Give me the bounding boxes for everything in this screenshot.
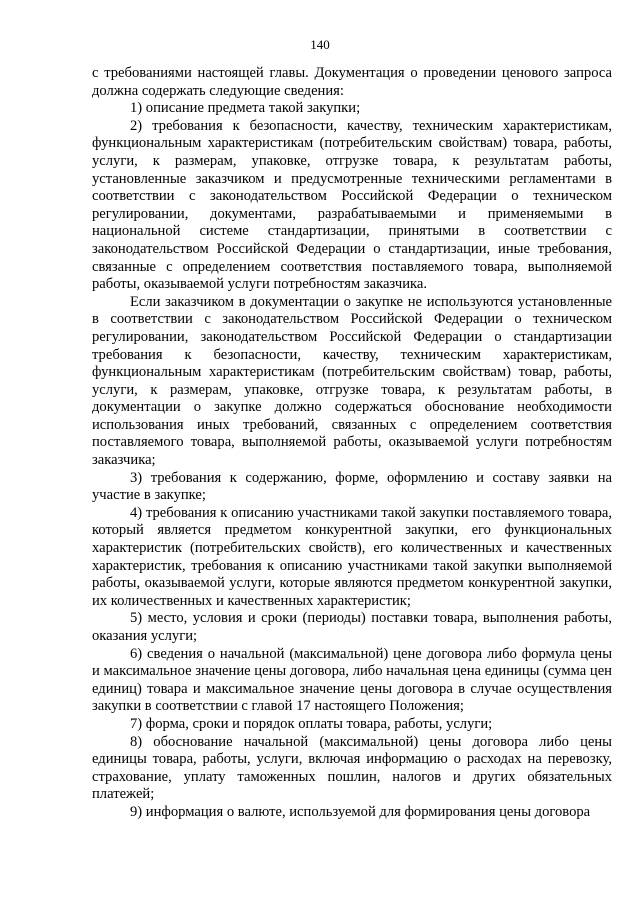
paragraph-item-2: 2) требования к безопасности, качеству, техническим характеристикам, функциональным характеристикам (потребительским свойствам) товара, работы, услуги, к размерам, упаковке, отгрузке товара, к результатам работы, установленные заказчиком и предусмотренные техническими регламентами в соответствии с законодательством Российской Федерации о техническом регулировании, документами, разрабатываемыми и применяемыми в национальной системе стандартизации, принятыми в соответствии с законодательством Российской Федерации о стандартизации, иные требования, связанные с определением соответствия поставляемого товара, выполняемой работы, оказываемой услуги потребностям заказчика. — [92, 117, 612, 293]
paragraph-item-8: 8) обоснование начальной (максимальной) цены договора либо цены единицы товара, работы, услуги, включая информацию о расходах на перевозку, страхование, уплату таможенных пошлин, налогов и других обязательных платежей; — [92, 733, 612, 803]
paragraph-item-9: 9) информация о валюте, используемой для формирования цены договора — [130, 803, 591, 820]
paragraph-item-2-note: Если заказчиком в документации о закупке не используются установленные в соответствии с законодательством Российской Федерации о техническом регулировании, законодательством Российской Федерации о стандартизации требования к безопасности, качеству, техническим характеристикам, функциональным характеристикам (потребительским свойствам) товар, работы, услуги, к размерам, упаковке, отгрузке товара, к результатам работы, в документации о закупке должно содержаться обоснование необходимости использования иных требований, связанных с определением соответствия поставляемого товара, выполняемой работы, оказываемой услуги потребностям заказчика; — [92, 293, 612, 469]
paragraph-item-6: 6) сведения о начальной (максимальной) цене договора либо формула цены и максимальное значение цены договора, либо начальная цена единицы (сумма цен единиц) товара и максимальное значение цены договора в случае осуществления закупки в соответствии с главой 17 настоящего Положения; — [92, 645, 612, 715]
paragraph-item-5: 5) место, условия и сроки (периоды) поставки товара, выполнения работы, оказания услуги; — [92, 610, 612, 644]
document-body — [92, 65, 612, 822]
page-number: 140 — [310, 37, 330, 52]
paragraph-intro: с требованиями настоящей главы. Документация о проведении ценового запроса должна содержать следующие сведения: — [92, 65, 612, 99]
paragraph-item-3: 3) требования к содержанию, форме, оформлению и составу заявки на участие в закупке; — [92, 469, 612, 504]
paragraph-item-4: 4) требования к описанию участниками такой закупки поставляемого товара, который является предметом конкурентной закупки, его функциональных характеристик (потребительских свойств), его количественных и качественных характеристик, требования к описанию участниками такой закупки выполняемой работы, оказываемой услуги, которые являются предметом конкурентной закупки, их количественных и качественных характеристик; — [92, 504, 612, 609]
paragraph-item-7: 7) форма, сроки и порядок оплаты товара, работы, услуги; — [130, 715, 493, 732]
paragraph-item-1: 1) описание предмета такой закупки; — [130, 100, 361, 117]
